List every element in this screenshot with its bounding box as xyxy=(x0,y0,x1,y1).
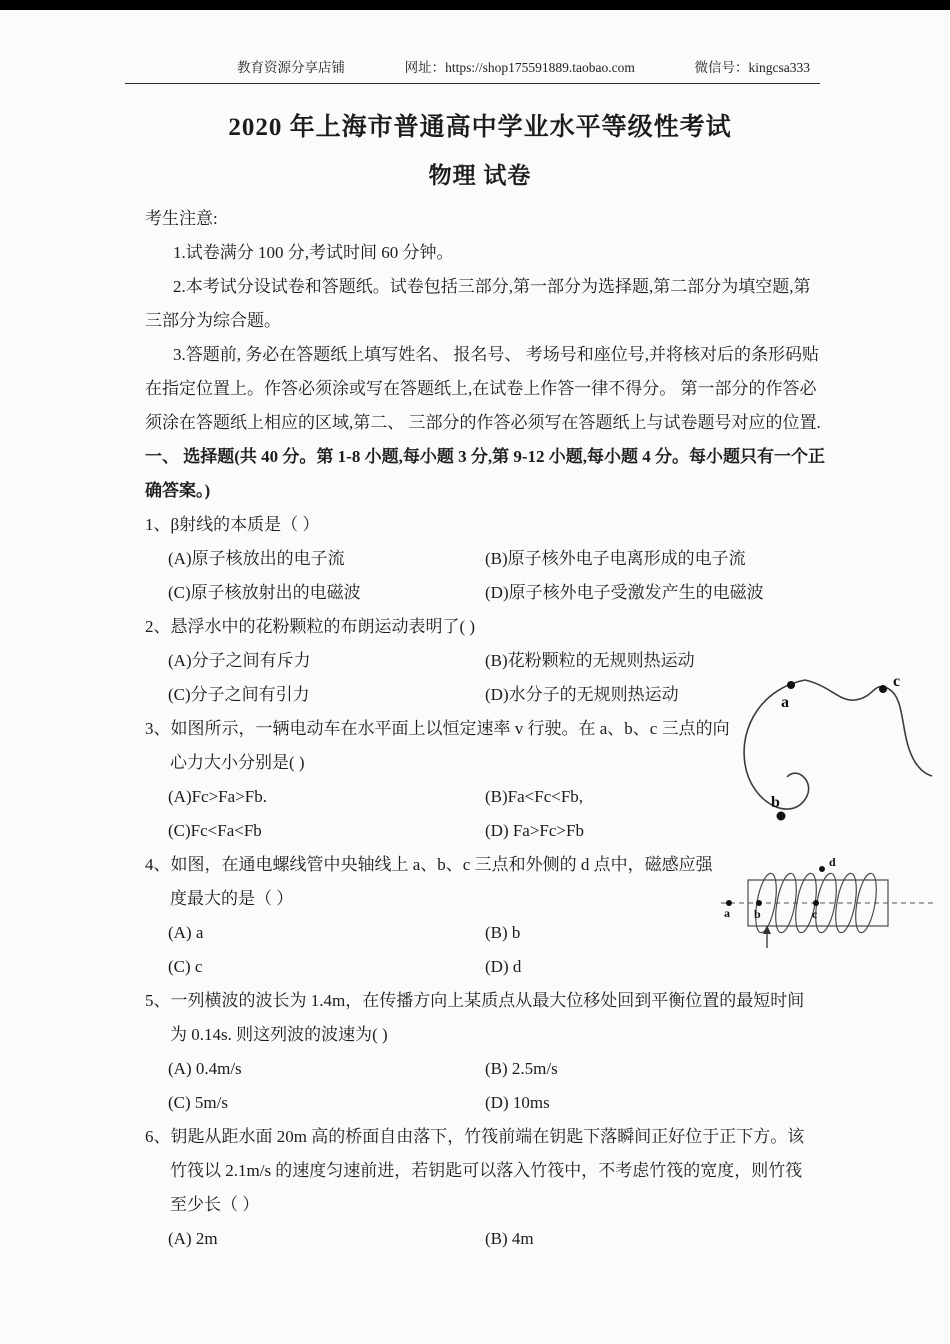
question-2-option-b: (B)花粉颗粒的无规则热运动 xyxy=(485,651,695,670)
solenoid-point-label-d: d xyxy=(829,855,836,869)
question-1 xyxy=(145,508,815,610)
question-6-text-line-1: 6、钥匙从距水面 20m 高的桥面自由落下，竹筏前端在钥匙下落瞬间正好位于正下方。该 xyxy=(145,1127,805,1146)
shop-name: 教育资源分享店铺 xyxy=(237,60,345,75)
shop-url: 网址：https://shop175591889.taobao.com xyxy=(404,60,635,75)
road-point-b-dot xyxy=(777,812,786,821)
question-5-text-line-2: 为 0.14s. 则这列波的波速为( ) xyxy=(170,1025,388,1044)
question-6-option-b: (B) 4m xyxy=(485,1229,534,1248)
question-5-text-line-1: 5、一列横波的波长为 1.4m，在传播方向上某质点从最大位移处回到平衡位置的最短时间 xyxy=(145,991,805,1010)
question-5-option-a: (A) 0.4m/s xyxy=(168,1059,242,1078)
question-1-option-d: (D)原子核外电子受激发产生的电磁波 xyxy=(485,583,764,602)
question-3-text-line-1: 3、如图所示，一辆电动车在水平面上以恒定速率 v 行驶。在 a、b、c 三点的向 xyxy=(145,719,730,738)
question-1-text: 1、β射线的本质是（ ） xyxy=(145,515,320,534)
notice-block xyxy=(145,202,821,440)
question-5 xyxy=(145,984,815,1120)
notice-item-3-line-3: 须涂在答题纸上相应的区域,第二、 三部分的作答必须写在答题纸上与试卷题号对应的位置. xyxy=(145,413,821,432)
road-point-label-a: a xyxy=(781,694,789,711)
question-3-option-c: (C)Fc<Fa<Fb xyxy=(168,821,262,840)
question-3-option-a: (A)Fc>Fa>Fb. xyxy=(168,787,267,806)
question-2-option-a: (A)分子之间有斥力 xyxy=(168,651,311,670)
exam-page xyxy=(0,10,950,1256)
solenoid-point-d-dot xyxy=(819,866,825,872)
question-2-option-d: (D)水分子的无规则热运动 xyxy=(485,685,679,704)
question-6-text-line-2: 竹筏以 2.1m/s 的速度匀速前进，若钥匙可以落入竹筏中，不考虑竹筏的宽度，则竹筏 xyxy=(170,1161,803,1180)
road-point-c-dot xyxy=(879,685,887,693)
notice-item-2-line-1: 2.本考试分设试卷和答题纸。试卷包括三部分,第一部分为选择题,第二部分为填空题,第 xyxy=(173,277,811,296)
solenoid-point-label-a: a xyxy=(724,906,730,920)
question-4-text-line-2: 度最大的是（ ） xyxy=(170,889,294,908)
section-heading xyxy=(145,440,825,508)
solenoid-point-label-b: b xyxy=(754,907,761,921)
question-5-option-b: (B) 2.5m/s xyxy=(485,1059,558,1078)
curved-road-figure xyxy=(735,674,935,834)
notice-item-3-line-2: 在指定位置上。作答必须涂或写在答题纸上,在试卷上作答一律不得分。 第一部分的作答必 xyxy=(145,379,817,398)
question-6-text-line-3: 至少长（ ） xyxy=(170,1195,260,1214)
road-point-a-dot xyxy=(787,681,795,689)
solenoid-point-b-dot xyxy=(756,900,762,906)
notice-item-1: 1.试卷满分 100 分,考试时间 60 分钟。 xyxy=(173,243,454,262)
solenoid-figure xyxy=(721,850,939,952)
question-2 xyxy=(145,610,815,712)
question-6-option-a: (A) 2m xyxy=(168,1229,218,1248)
exam-subtitle: 物理 试卷 xyxy=(428,163,532,188)
shop-wechat: 微信号：kingcsa333 xyxy=(694,60,810,75)
question-3-option-b: (B)Fa<Fc<Fb, xyxy=(485,787,584,806)
solenoid-point-c-dot xyxy=(813,900,819,906)
notice-item-2-line-2: 三部分为综合题。 xyxy=(145,311,281,330)
exam-title: 2020 年上海市普通高中学业水平等级性考试 xyxy=(228,114,732,141)
question-1-option-a: (A)原子核放出的电子流 xyxy=(168,549,345,568)
question-5-option-d: (D) 10ms xyxy=(485,1093,550,1112)
question-4-text-line-1: 4、如图，在通电螺线管中央轴线上 a、b、c 三点和外侧的 d 点中，磁感应强 xyxy=(145,855,713,874)
question-1-option-b: (B)原子核外电子电离形成的电子流 xyxy=(485,549,746,568)
question-2-text: 2、悬浮水中的花粉颗粒的布朗运动表明了( ) xyxy=(145,617,476,636)
question-4-option-c: (C) c xyxy=(168,957,203,976)
question-4-option-b: (B) b xyxy=(485,923,521,942)
road-point-label-b: b xyxy=(771,794,780,811)
current-arrow xyxy=(763,925,771,948)
question-5-option-c: (C) 5m/s xyxy=(168,1093,228,1112)
question-3-option-d: (D) Fa>Fc>Fb xyxy=(485,821,584,840)
question-2-option-c: (C)分子之间有引力 xyxy=(168,685,310,704)
notice-heading: 考生注意: xyxy=(145,209,218,228)
top-black-bar xyxy=(0,0,950,10)
question-6 xyxy=(145,1120,815,1256)
shop-header xyxy=(125,56,820,84)
road-point-label-c: c xyxy=(893,674,901,690)
question-3-text-line-2: 心力大小分别是( ) xyxy=(170,753,305,772)
notice-item-3-line-1: 3.答题前, 务必在答题纸上填写姓名、 报名号、 考场号和座位号,并将核对后的条形码贴 xyxy=(173,345,819,364)
question-4-option-a: (A) a xyxy=(168,923,204,942)
question-4-option-d: (D) d xyxy=(485,957,522,976)
solenoid-point-label-c: c xyxy=(812,907,818,921)
section-heading-line-1: 一、 选择题(共 40 分。第 1-8 小题,每小题 3 分,第 9-12 小题,每小题 4 分。每小题只有一个正 xyxy=(145,447,825,466)
section-heading-line-2: 确答案。) xyxy=(145,481,211,500)
question-4 xyxy=(145,848,836,984)
question-1-option-c: (C)原子核放射出的电磁波 xyxy=(168,583,361,602)
